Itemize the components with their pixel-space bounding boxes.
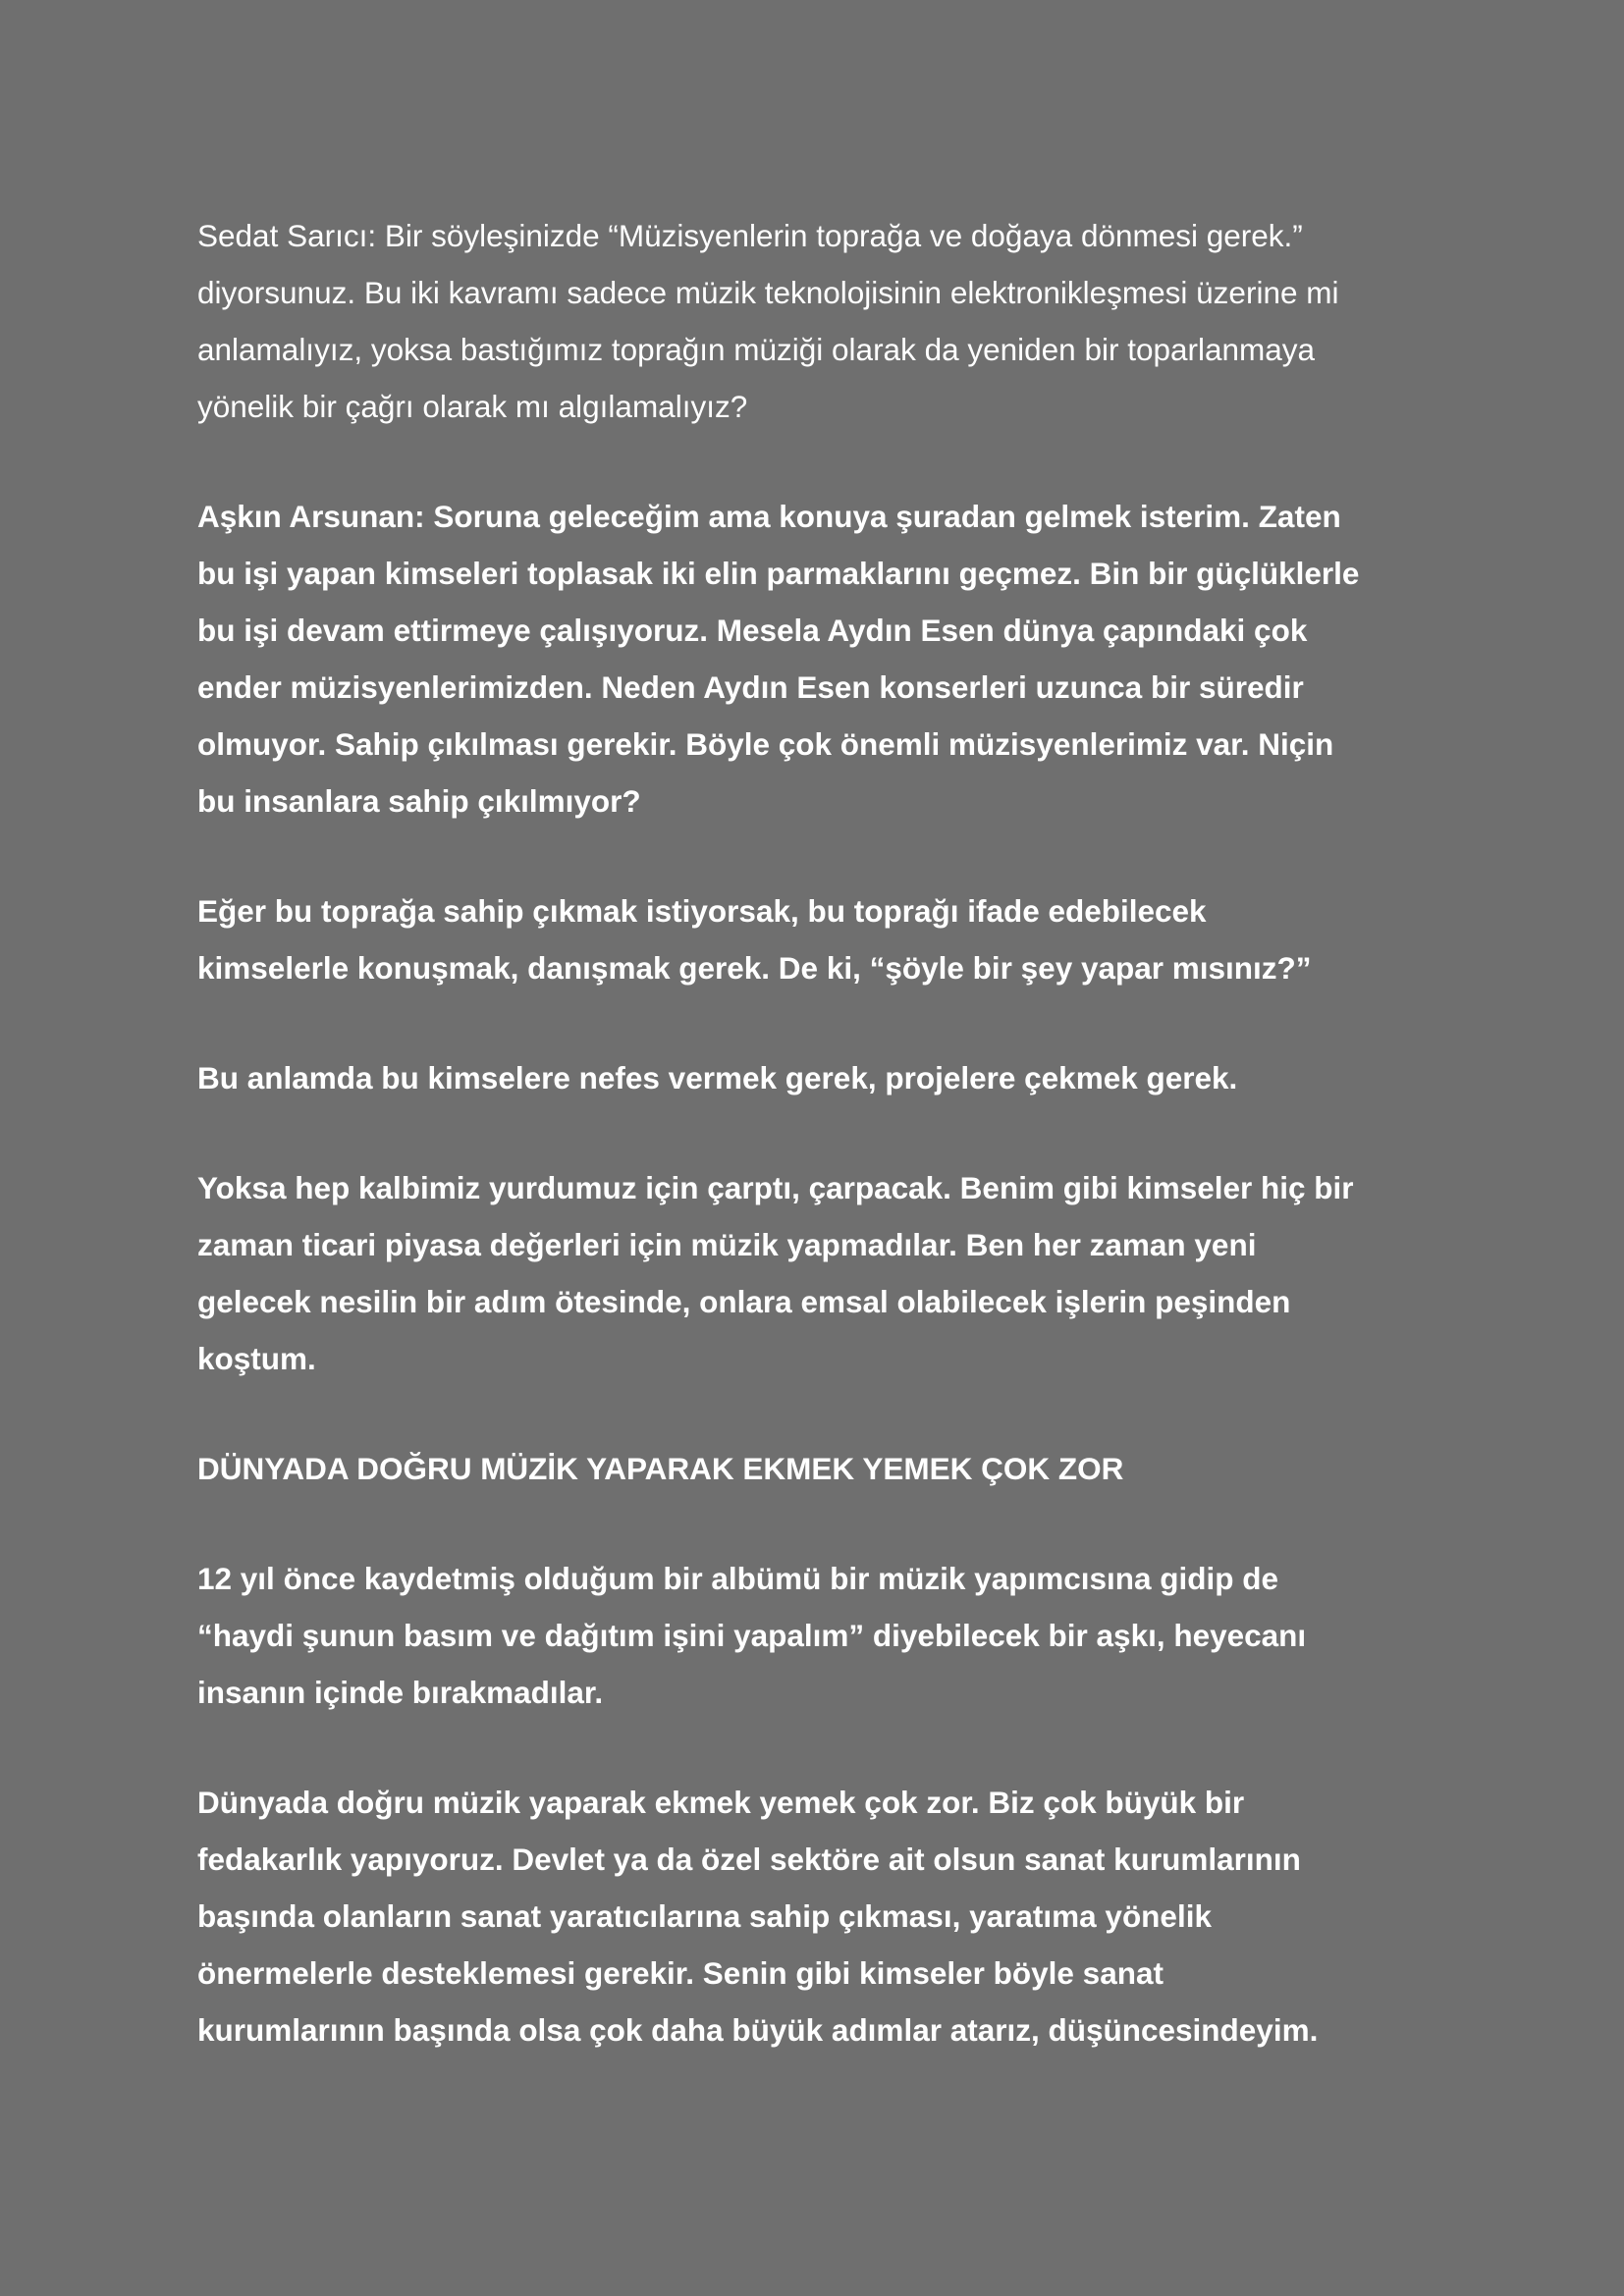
text-line: Eğer bu toprağa sahip çıkmak istiyorsak, bu toprağı ifade edebilecek: [197, 893, 1207, 929]
text-line: insanın içinde bırakmadılar.: [197, 1675, 604, 1710]
text-line: Aşkın Arsunan: Soruna geleceğim ama konuya şuradan gelmek isterim. Zaten: [197, 499, 1341, 534]
text-line: zaman ticari piyasa değerleri için müzik yapmadılar. Ben her zaman yeni: [197, 1227, 1257, 1262]
text-line: bu işi yapan kimseleri toplasak iki elin parmaklarını geçmez. Bin bir güçlüklerle: [197, 556, 1360, 591]
text-line: kurumlarının başında olsa çok daha büyük adımlar atarız, düşüncesindeyim.: [197, 2012, 1319, 2048]
text-line: Yoksa hep kalbimiz yurdumuz için çarptı, çarpacak. Benim gibi kimseler hiç bir: [197, 1170, 1354, 1205]
heading-text: DÜNYADA DOĞRU MÜZİK YAPARAK EKMEK YEMEK ÇOK ZOR: [197, 1451, 1124, 1486]
text-line: “haydi şunun basım ve dağıtım işini yapalım” diyebilecek bir aşkı, heyecanı: [197, 1618, 1307, 1653]
text-line: Sedat Sarıcı: Bir söyleşinizde “Müzisyenlerin toprağa ve doğaya dönmesi gerek.”: [197, 218, 1303, 253]
answer-paragraph-5: [197, 1550, 1474, 1721]
text-line: bu işi devam ettirmeye çalışıyoruz. Mesela Aydın Esen dünya çapındaki çok: [197, 613, 1308, 648]
answer-paragraph-4: [197, 1159, 1474, 1387]
text-line: 12 yıl önce kaydetmiş olduğum bir albümü bir müzik yapımcısına gidip de: [197, 1561, 1279, 1596]
text-line: anlamalıyız, yoksa bastığımız toprağın müziği olarak da yeniden bir toparlanmaya: [197, 332, 1316, 367]
document-body: [197, 207, 1474, 2111]
text-line: kimselerle konuşmak, danışmak gerek. De ki, “şöyle bir şey yapar mısınız?”: [197, 950, 1312, 986]
text-line: koştum.: [197, 1341, 316, 1376]
text-line: ender müzisyenlerimizden. Neden Aydın Esen konserleri uzunca bir süredir: [197, 669, 1304, 705]
text-line: önermelerle desteklemesi gerekir. Senin gibi kimseler böyle sanat: [197, 1955, 1164, 1991]
text-line: Bu anlamda bu kimselere nefes vermek gerek, projelere çekmek gerek.: [197, 1060, 1238, 1095]
text-line: yönelik bir çağrı olarak mı algılamalıyız?: [197, 389, 748, 424]
section-heading: [197, 1440, 1474, 1497]
text-line: başında olanların sanat yaratıcılarına sahip çıkması, yaratıma yönelik: [197, 1898, 1212, 1934]
text-line: diyorsunuz. Bu iki kavramı sadece müzik teknolojisinin elektronikleşmesi üzerine mi: [197, 275, 1339, 310]
answer-paragraph-2: [197, 882, 1474, 996]
text-line: gelecek nesilin bir adım ötesinde, onlara emsal olabilecek işlerin peşinden: [197, 1284, 1291, 1319]
text-line: bu insanlara sahip çıkılmıyor?: [197, 783, 641, 819]
interview-question: [197, 207, 1474, 435]
answer-paragraph-1: [197, 488, 1474, 829]
text-line: Dünyada doğru müzik yaparak ekmek yemek çok zor. Biz çok büyük bir: [197, 1785, 1245, 1820]
answer-paragraph-3: [197, 1049, 1474, 1106]
text-line: fedakarlık yapıyoruz. Devlet ya da özel sektöre ait olsun sanat kurumlarının: [197, 1842, 1301, 1877]
text-line: olmuyor. Sahip çıkılması gerekir. Böyle çok önemli müzisyenlerimiz var. Niçin: [197, 726, 1334, 762]
answer-paragraph-6: [197, 1774, 1474, 2058]
